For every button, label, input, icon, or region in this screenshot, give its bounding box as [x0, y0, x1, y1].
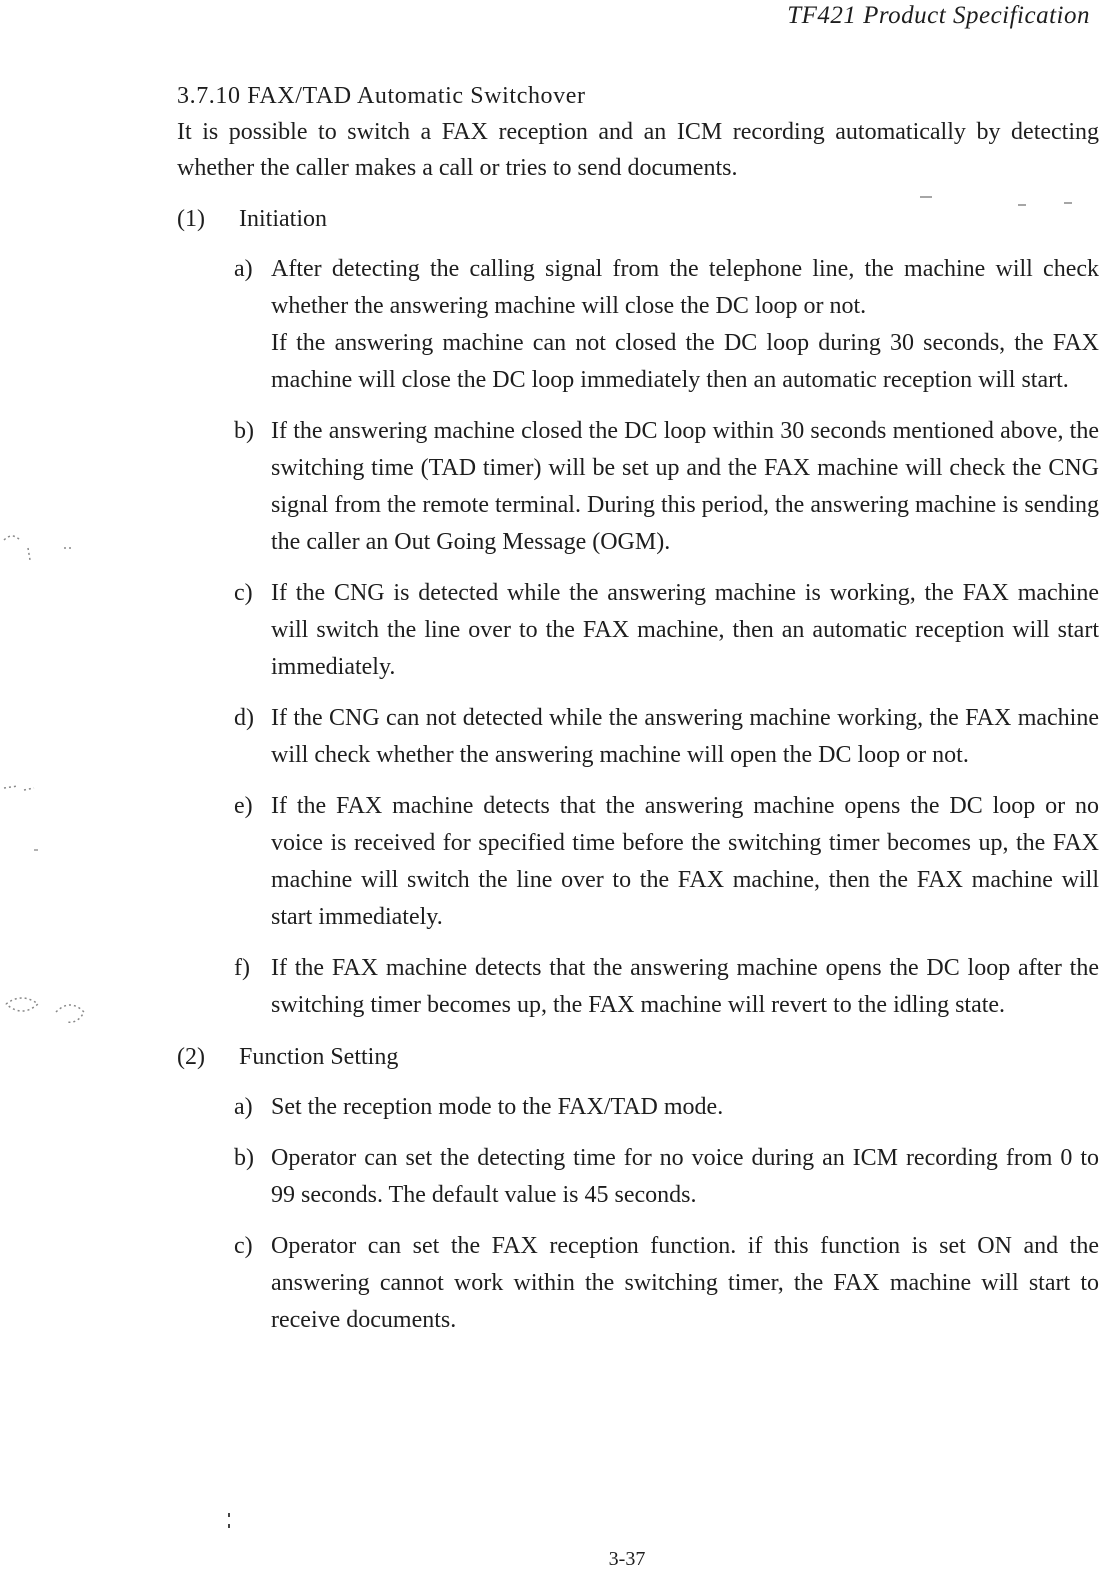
list-item-label: a) [234, 256, 253, 282]
list-item-label: b) [234, 1145, 254, 1171]
list-item-text: If the FAX machine detects that the answering machine opens the DC loop after the switching timer becomes up, the FAX machine will revert to the idling state. [271, 955, 1099, 1018]
list-item-label: e) [234, 793, 253, 819]
list-item-text: If the answering machine can not closed the DC loop during 30 seconds, the FAX machine will close the DC loop immediately then an automatic reception will start. [271, 330, 1099, 393]
list-item [177, 788, 1099, 936]
section-intro: It is possible to switch a FAX reception and an ICM recording automatically by detecting whether the caller makes a call or tries to send documents. [177, 119, 1099, 181]
list-item-text: If the answering machine closed the DC loop within 30 seconds mentioned above, the switching time (TAD timer) will be set up and the FAX machine will check the CNG signal from the remote terminal. During this period, the answering machine is sending the caller an Out Going Message (OGM). [271, 418, 1099, 555]
subsection-number: (1) [177, 206, 205, 232]
list-item [177, 950, 1099, 1024]
list-item-label: f) [234, 955, 250, 981]
list-item [177, 251, 1099, 399]
list-item-text: If the CNG is detected while the answering machine is working, the FAX machine will switch the line over to the FAX machine, then an automatic reception will start immediately. [271, 580, 1099, 680]
section-title: 3.7.10 FAX/TAD Automatic Switchover [177, 83, 586, 109]
list-item-text: Operator can set the FAX reception function. if this function is set ON and the answering cannot work within the switching timer, the FAX machine will start to receive documents. [271, 1233, 1099, 1333]
list-item-text: If the FAX machine detects that the answering machine opens the DC loop or no voice is received for specified time before the switching timer becomes up, the FAX machine will switch the line over to the FAX machine, then the FAX machine will start immediately. [271, 793, 1099, 930]
list-item [177, 1228, 1099, 1339]
subsection-number: (2) [177, 1044, 205, 1070]
page-number: 3-37 [608, 1548, 646, 1570]
subsection-label: Initiation [239, 206, 327, 232]
subsection-heading-initiation [177, 201, 1099, 237]
list-item-label: c) [234, 580, 253, 606]
subsection-heading-function-setting [177, 1039, 1099, 1075]
section-content [177, 78, 1099, 1339]
initiation-list [177, 251, 1099, 1024]
list-item-label: d) [234, 705, 254, 731]
page-header: TF421 Product Specification [787, 2, 1090, 29]
function-setting-list [177, 1089, 1099, 1339]
list-item-text: Set the reception mode to the FAX/TAD mode. [271, 1094, 724, 1120]
list-item-label: c) [234, 1233, 253, 1259]
list-item [177, 1089, 1099, 1126]
list-item [177, 413, 1099, 561]
list-item [177, 575, 1099, 686]
list-item-text: After detecting the calling signal from the telephone line, the machine will check whether the answering machine will close the DC loop or not. [271, 256, 1099, 319]
list-item [177, 700, 1099, 774]
list-item-label: b) [234, 418, 254, 444]
subsection-label: Function Setting [239, 1044, 399, 1070]
list-item-text: If the CNG can not detected while the answering machine working, the FAX machine will check whether the answering machine will open the DC loop or not. [271, 705, 1099, 768]
list-item [177, 1140, 1099, 1214]
list-item-text: Operator can set the detecting time for no voice during an ICM recording from 0 to 99 seconds. The default value is 45 seconds. [271, 1145, 1099, 1208]
list-item-label: a) [234, 1094, 253, 1120]
